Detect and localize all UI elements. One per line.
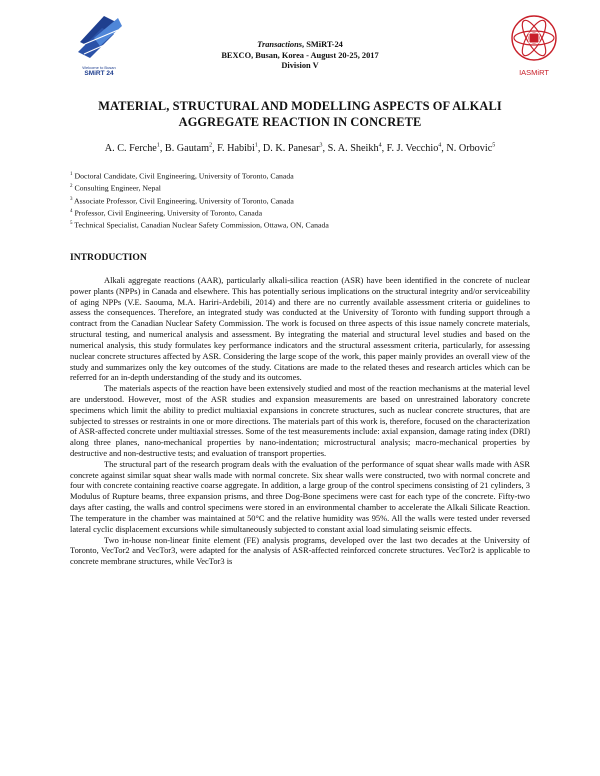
logo-right-text: IASMiRT <box>519 68 549 77</box>
paragraph: Two in-house non-linear finite element (FE) analysis programs, developed over the last two decades at the University of Toronto, VecTor2 and VecTor3, were adapted for the analysis of ASR-affected reinforced concrete structures. VecTor2 is applicable to concrete membrane structures, while VecTor3 is <box>70 534 530 567</box>
author: A. C. Ferche$^1$, <box>104 143 165 155</box>
division-line: Division V <box>281 61 319 70</box>
author-list <box>40 143 560 154</box>
author: D. K. Panesar$^3$, <box>262 143 328 155</box>
smirt-label: , SMiRT-24 <box>302 40 343 49</box>
logo-left-subtext: Welcome to Busan <box>82 65 116 70</box>
iasmirt-atom-icon <box>508 12 560 64</box>
author: F. J. Vecchio$^4$, <box>386 143 447 155</box>
paper-title <box>60 98 540 130</box>
affiliation: $^1$ Doctoral Candidate, Civil Engineering, University of Toronto, Canada <box>70 171 294 181</box>
affiliation: $^4$ Professor, Civil Engineering, University of Toronto, Canada <box>70 208 263 218</box>
affiliation: $^2$ Consulting Engineer, Nepal <box>70 183 161 193</box>
author: N. Orbovic$^5$ <box>446 143 496 155</box>
transactions-label: Transactions <box>257 40 303 49</box>
affiliation-list <box>70 170 329 231</box>
author: F. Habibi$^1$, <box>217 143 263 155</box>
logo-left-text: SMiRT 24 <box>84 70 114 77</box>
paragraph: The materials aspects of the reaction have been extensively studied and most of the reaction mechanisms at the material level are understood. However, most of the ASR studies and expansion measurements are based on unrestrained laboratory concrete specimens which limit the ability to predict multiaxial expansions in concrete structures, such as nuclear concrete structures, that are subjected to stresses or restraints in one or more directions. The materials part of this work is, therefore, focused on the characterization of ASR-affected concrete under multiaxial stresses. Some of the test measurements include: axial expansion, damage rating index (DRI) along three planes, nano-mechanical properties by nano-indentation; microstructural analysis; macro-mechanical properties by destructive and non-destructive tests; and evaluation of transport properties. <box>70 383 530 458</box>
affiliation: $^5$ Technical Specialist, Canadian Nuclear Safety Commission, Ottawa, ON, Canada <box>70 220 329 230</box>
venue-line: BEXCO, Busan, Korea - August 20-25, 2017 <box>221 50 379 60</box>
smirt-emblem-icon <box>70 12 128 62</box>
smirt-logo <box>70 12 128 77</box>
author: B. Gautam$^2$, <box>164 143 218 155</box>
paragraph: Alkali aggregate reactions (AAR), particularly alkali-silica reaction (ASR) have been identified in the concrete of nuclear power plants (NPPs) in Canada and elsewhere. This has potentially serious implications on the structural integrity and/or serviceability of aging NPPs (V.E. Saouma, M.A. Hariri-Ardebili, 2014) and there are no currently available assessment criteria or guidelines to assess the consequences. Therefore, an integrated study was conducted at the University of Toronto with funding support through a contract from the Canadian Nuclear Safety Commission. The work is focused on three aspects of this issue namely concrete materials, structural testing, and numerical analysis and assessment. By integrating the material and structural level studies and based on the numerical analysis, this study formulates key performance indicators and the structural assessment criteria, particularly, for assessing nuclear concrete structures affected by ASR. Considering the large scope of the work, this paper mainly provides an overall view of the study and summarizes only the key outcomes of the study. Citations are made to the related theses and research articles which can be referred for an in-depth understanding of the study and its outcomes. <box>70 275 530 383</box>
title-line-2: AGGREGATE REACTION IN CONCRETE <box>178 115 422 129</box>
author: S. A. Sheikh$^4$, <box>327 143 387 155</box>
body-text <box>70 275 530 567</box>
section-heading: INTRODUCTION <box>70 252 147 263</box>
iasmirt-logo <box>508 12 560 78</box>
paragraph: The structural part of the research program deals with the evaluation of the performance of squat shear walls made with ASR concrete against similar squat shear walls made with normal concrete. Six shear walls were constructed, two with normal concrete and four with concrete containing reactive coarse aggregate. In addition, a large group of the control specimens consisting of 21 cylinders, 3 Modulus of Rupture beams, three expansion prisms, and three Dog-Bone specimens were cast for each type of the concrete. Fifty-two days after casting, the walls and control specimens were stored in an environmental chamber to accelerate the Alkali Silicate Reaction. The temperature in the chamber was maintained at 50°C and the relative humidity was 95%. All the walls were tested under reversed lateral cyclic displacement excursions while simultaneously subjected to constant axial load simulating seismic effects. <box>70 458 530 534</box>
affiliation: $^3$ Associate Professor, Civil Engineering, University of Toronto, Canada <box>70 196 294 206</box>
conference-info <box>160 40 440 72</box>
title-line-1: MATERIAL, STRUCTURAL AND MODELLING ASPECTS OF ALKALI <box>98 99 502 113</box>
